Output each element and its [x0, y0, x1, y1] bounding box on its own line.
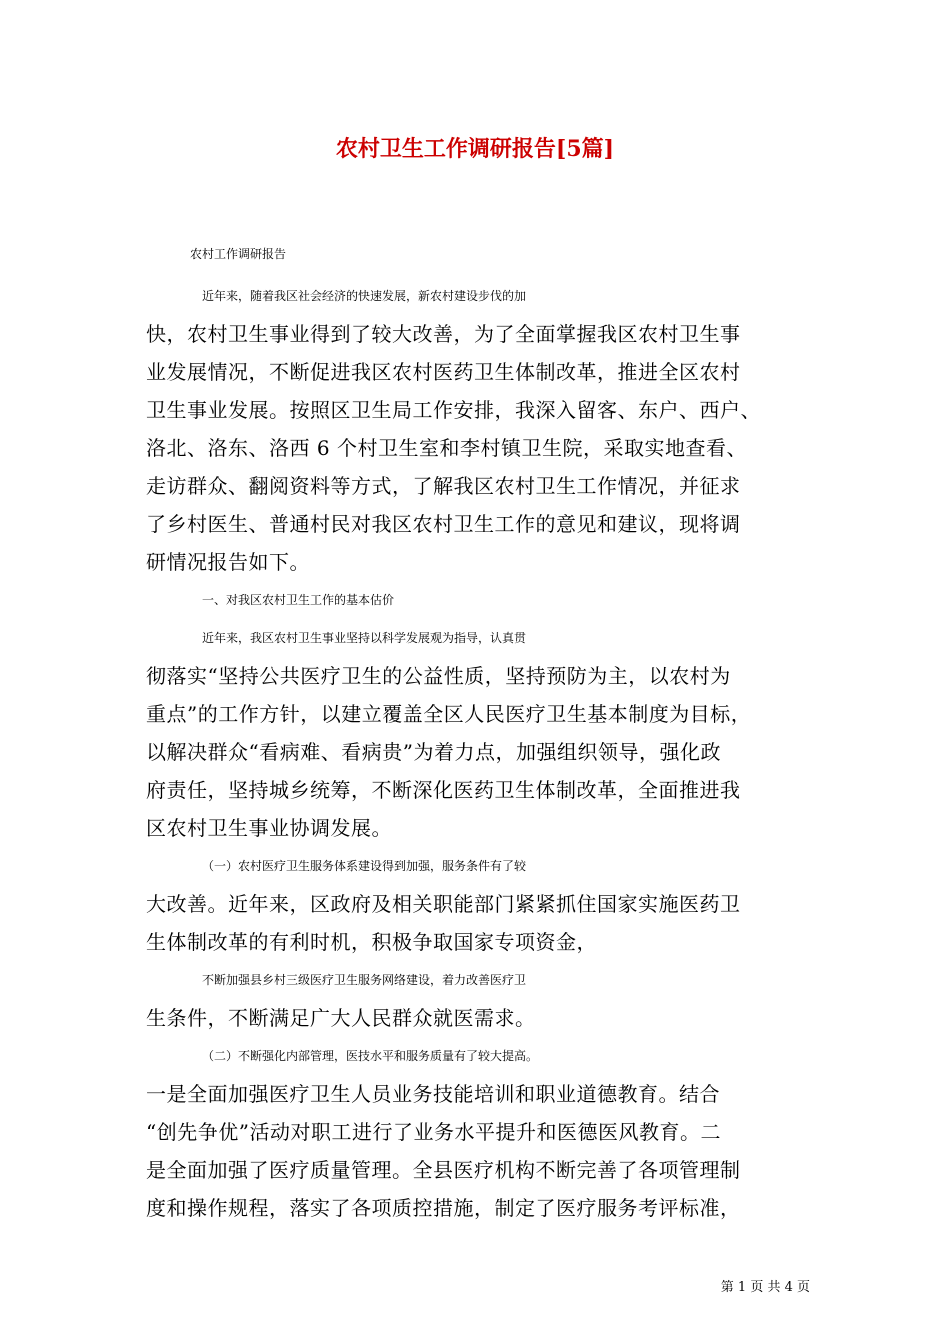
text-line: 近年来，随着我区社会经济的快速发展，新农村建设步伐的加	[202, 289, 527, 303]
page-number: 第 1 页 共 4 页	[720, 1280, 810, 1295]
text-line: 是全面加强了医疗质量管理。全县医疗机构不断完善了各项管理制	[146, 1158, 741, 1182]
text-line: （二）不断强化内部管理，医技水平和服务质量有了较大提高。	[202, 1049, 539, 1063]
text-line: 快，农村卫生事业得到了较大改善，为了全面掌握我区农村卫生事	[146, 322, 741, 346]
text-line: 近年来，我区农村卫生事业坚持以科学发展观为指导，认真贯	[202, 631, 527, 645]
text-line: 洛北、洛东、洛西 6 个村卫生室和李村镇卫生院，采取实地查看、	[146, 436, 747, 460]
text-line: 大改善。近年来，区政府及相关职能部门紧紧抓住国家实施医药卫	[146, 892, 741, 916]
text-line: （一）农村医疗卫生服务体系建设得到加强，服务条件有了较	[202, 859, 527, 873]
text-line: “创先争优”活动对职工进行了业务水平提升和医德医风教育。二	[146, 1120, 721, 1144]
text-line: 一是全面加强医疗卫生人员业务技能培训和职业道德教育。结合	[146, 1082, 720, 1106]
text-line: 府责任，坚持城乡统筹，不断深化医药卫生体制改革，全面推进我	[146, 778, 741, 802]
text-line: 区农村卫生事业协调发展。	[146, 816, 392, 840]
text-line: 不断加强县乡村三级医疗卫生服务网络建设，着力改善医疗卫	[202, 973, 527, 987]
text-line: 以解决群众“看病难、看病贵”为着力点，加强组织领导，强化政	[146, 740, 721, 764]
section-heading: 一、对我区农村卫生工作的基本估价	[202, 593, 395, 607]
page-title: 农村卫生工作调研报告[5篇]	[335, 136, 615, 162]
text-line: 卫生事业发展。按照区卫生局工作安排，我深入留客、东户、西户、	[146, 398, 761, 422]
text-line: 彻落实“坚持公共医疗卫生的公益性质，坚持预防为主，以农村为	[146, 664, 731, 688]
text-line: 了乡村医生、普通村民对我区农村卫生工作的意见和建议，现将调	[146, 512, 741, 536]
text-line: 生条件，不断满足广大人民群众就医需求。	[146, 1006, 536, 1030]
subtitle-line: 农村工作调研报告	[190, 247, 287, 261]
text-line: 走访群众、翻阅资料等方式，了解我区农村卫生工作情况，并征求	[146, 474, 741, 498]
text-line: 度和操作规程，落实了各项质控措施，制定了医疗服务考评标准，	[146, 1196, 741, 1220]
text-line: 重点”的工作方针，以建立覆盖全区人民医疗卫生基本制度为目标，	[146, 702, 752, 726]
text-line: 生体制改革的有利时机，积极争取国家专项资金，	[146, 930, 597, 954]
text-line: 业发展情况，不断促进我区农村医药卫生体制改革，推进全区农村	[146, 360, 741, 384]
text-line: 研情况报告如下。	[146, 550, 310, 574]
